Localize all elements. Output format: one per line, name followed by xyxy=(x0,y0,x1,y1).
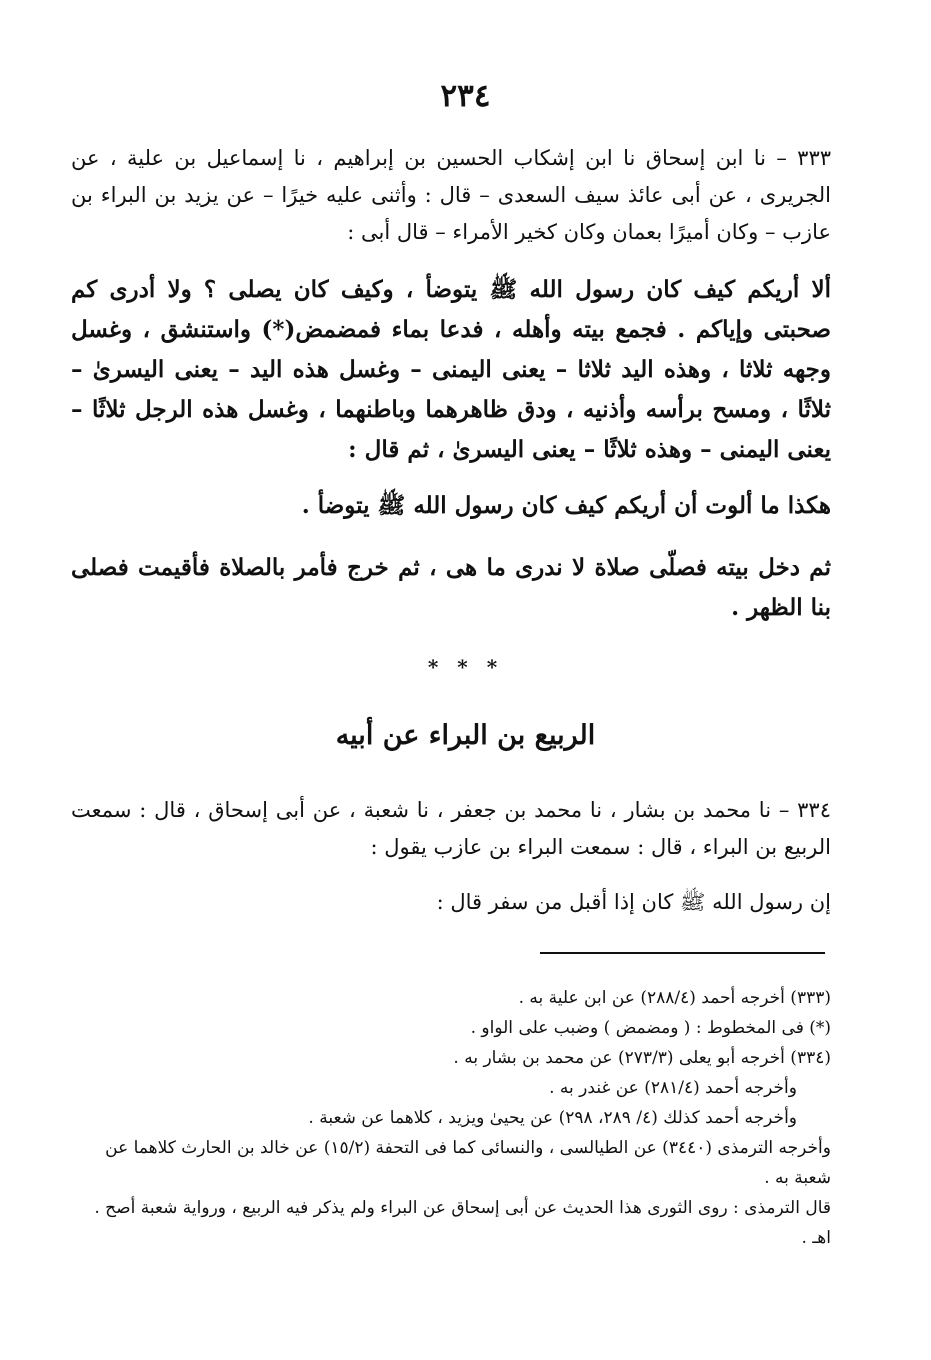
footnote-334: (٣٣٤) أخرجه أبو يعلى (٢٧٣/٣) عن محمد بن بشار به . xyxy=(453,1048,831,1068)
footnote-334-tirmidhi: وأخرجه الترمذى (٣٤٤٠) عن الطيالسى ، والنسائى كما فى التحفة (١٥/٢) عن خالد بن الحارث كلاهما عن شعبة به . xyxy=(105,1138,831,1188)
hadith-333-matn-continued: هكذا ما ألوت أن أريكم كيف كان رسول الله ﷺ يتوضأ . xyxy=(301,492,831,519)
footnote-334-ahmad-2: وأخرجه أحمد كذلك (٤/ ٢٨٩، ٢٩٨) عن يحيىٰ ويزيد ، كلاهما عن شعبة . xyxy=(308,1108,797,1128)
footnote-divider xyxy=(540,952,825,954)
footnotes xyxy=(71,983,831,1253)
hadith-333-isnad: ٣٣٣ – نا ابن إسحاق نا ابن إشكاب الحسين بن إبراهيم ، نا إسماعيل بن علية ، عن الجريرى ، عن أبى عائذ سيف السعدى – قال : وأثنى عليه خيرًا – عن يزيد بن البراء بن عازب – وكان أميرًا بعمان وكان كخير الأمراء – قال أبى : xyxy=(71,146,832,244)
footnote-334-ahmad: وأخرجه أحمد (٢٨١/٤) عن غندر به . xyxy=(549,1078,797,1098)
hadith-333-matn: ألا أريكم كيف كان رسول الله ﷺ يتوضأ ، وكيف كان يصلى ؟ ولا أدرى كم صحبتى وإياكم . فجمع بيته وأهله ، فدعا بماء فمضمض(*) واستنشق ، وغسل وجهه ثلاثا ، وهذه اليد ثلاثا – يعنى اليمنى – وغسل هذه اليد – يعنى اليسرىٰ – ثلاثًا ، ومسح برأسه وأذنيه ، ودق ظاهرهما وباطنهما ، وغسل هذه الرجل ثلاثًا – يعنى اليمنى – وهذه ثلاثًا – يعنى اليسرىٰ ، ثم قال : xyxy=(71,276,831,463)
section-heading: الربيع بن البراء عن أبيه xyxy=(335,720,596,751)
hadith-334-isnad: ٣٣٤ – نا محمد بن بشار ، نا محمد بن جعفر ، نا شعبة ، عن أبى إسحاق ، قال : سمعت الربيع بن البراء ، قال : سمعت البراء بن عازب يقول : xyxy=(71,798,831,859)
hadith-334-matn: إن رسول الله ﷺ كان إذا أقبل من سفر قال : xyxy=(436,890,831,914)
hadith-333-matn-ending: ثم دخل بيته فصلّى صلاة لا ندرى ما هى ، ثم خرج فأمر بالصلاة فأقيمت فصلى بنا الظهر . xyxy=(71,554,831,621)
footnote-333: (٣٣٣) أخرجه أحمد (٢٨٨/٤) عن ابن علية به . xyxy=(518,988,831,1008)
page-number: ٢٣٤ xyxy=(440,78,491,114)
footnote-334-tirmidhi-comment: قال الترمذى : روى الثورى هذا الحديث عن أبى إسحاق عن البراء ولم يذكر فيه الربيع ، ورواية شعبة أصح . اهـ . xyxy=(94,1198,831,1248)
footnote-asterisk: (*) فى المخطوط : ( ومضمض ) وضبب على الواو . xyxy=(470,1018,831,1038)
section-separator: * * * xyxy=(427,655,504,679)
